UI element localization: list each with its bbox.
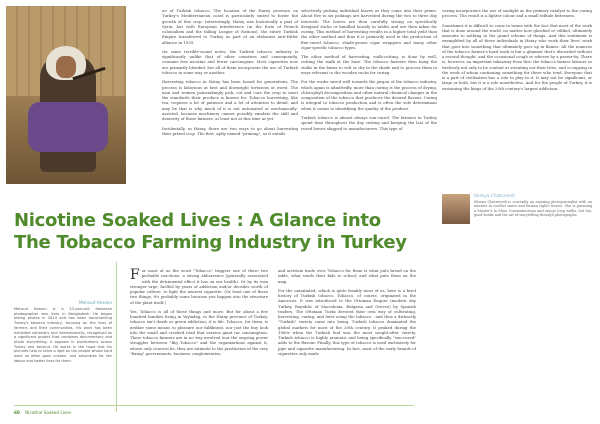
paragraph-text: or most of us the word "Tobacco" triggers one of these two probable reactions; a strong abhorrence (generally associated with the detrimental effect it has on our health). Or by its own stronger urge, fuelled by years of addiction and/or decades worth of popular culture, to light the nearest cigarette. (Or least one of these two things, it's probably some because you happen into the structure of the plant itself.) [130,268,268,305]
top-column-3 [442,8,592,95]
photographer-name: Mehsud Hossen [79,300,112,305]
body-column-2 [278,268,416,360]
hero-photo [6,6,126,184]
paragraph: ue of Turkish tobacco. The location of the Harey province on Turkey's Mediterranean coast is particularly suited to foster the growth of this crop. Interestingly, Hatay was historically a part of Syria, but with European interference (in the form of French colonialism and the failing League of Nations), the entire Turkish Empire transferred to Turkey as part of an elaborate anti-Hitler alliance in 1939. [162,8,298,45]
paragraph: curing incorporates the use of sunlight as the primary catalyst to the curing process. The result is a lighter colour and a small telltale bitterness. [442,8,592,19]
page-number: 60 [14,410,20,415]
paragraph: Turkish tobacco is almost always sun-cured. The farmers in Turkey spend time throughout the day cutting and keeping the last of the cured leaves shipped to manufacturers. This type of [301,115,437,131]
paragraph: selectively picking individual leaves as they come into their prime. About five to six pickings are harvested during the two to three day intervals. The leaves are then carefully strung on specifically designed sticks or bundled loosely in tables and are then taken for curing. This method of harvesting results in a higher total yield than the other method and thus it is primarily used in the production of flue-cured tobacco, shade-grown cigar wrappers and many other cigar-specific tobacco types. [301,8,437,50]
paragraph: Yes, Tobacco is all of these things and more. But for about a few hundred families living in Yayladag, in the Hatay province of Turkey, tobacco isn't death or green addiction; it is life. Tobacco, for them, is neither some means to pleasure nor fulfilment, nor just the buy look into the small and crooked road that various giant tar consumption. These tobacco farmers are in no way involved (nor the ongoing power struggles between "Big Tobacco" and the organizations against it, whose only concern be, they are intimate to the production of the very "fixing" governments, business conglomerates, [130,308,268,356]
photo-face [56,56,76,78]
author-name: Shreya Chaturvedi [474,194,515,199]
divider [116,262,117,412]
top-column-1 [162,8,298,140]
paragraph: For the uninitiated, which is quite frankly most of us, here is a brief history of Turkish tobacco. Tobacco, of course, originated in the Americas. It was introduced to the Ottoman Empire (modern day Turkey, Republic of Macedonia, Bulgaria and Greece) by Spanish traders. The Ottoman Turks devoted their own way of cultivating, harvesting, curing, and later using the tobacco - and thus a distinctly "Turkish" variety came into being. Turkish tobacco dominated the global markets for most of the 20th century. It peaked during the 1960s when the Turkish leaf was the most sought-after variety. Turkish tobacco is highly aromatic and being specifically "sun-cured" adds to the flavour. Finally, this type of tobacco is used exclusively for pipe and cigarette manufacturing. In fact, most of the early brands of cigarettes only made [278,287,416,356]
top-column-2 [301,8,437,135]
paragraph: Sometimes it is difficult to come to terms with the fact that most of the work that is done around the world, no matter how glorified or vilified, ultimately amounts to nothing in the grand scheme of things. And this sentiment is exemplified by all of these individuals in Hatay who work their lives' work that goes into something that ultimately goes up in flames. All the nuances of the tobacco farmer's hard work is but a glimmer that's discarded without a second thought, and the occasional cough or wheeze by a passer-by. There is, however, an important takeaway from this: the tobacco farmer labours so tirelessly not only to be content at sweating out their lives, and occupying in the work of whom continuing something for these who tend. Everyone that is a part of civilisation has a role to play in it. It may not be significant, or large or both, but it is a role nonetheless. And for the people of Turkey, it is sustaining the kings of the 20th century's largest addiction. [442,22,592,91]
footer-label: Nicotine Soaked Lives [25,410,72,415]
article-title: Nicotine Soaked Lives : A Glance into [14,210,381,231]
paragraph: and activism trade over. Tobacco for them is what puts bread on the table, what sends their kids to school; and what puts them on the map. [278,268,416,284]
paragraph: Incidentally, in Hatay, there are two ways to go about harvesting their prized crop. The first, aptly named "priming", as it entails [162,125,298,136]
paragraph: Harvesting tobacco in Hatay has been honed for generations. The process is laborious at best and downright torturous at worst. The men and women painstakingly pick, cut and cure the crop to meet the standards their produce is known for. Tobacco harvesting, like tea, requires a lot of patience and a lot of attention to detail, and may be that is why much of it is not automated or mechanically-assisted, because machinery cannot possibly emulate the skill and dexterity of these farmers, at least not at this time as yet. [162,79,298,122]
footer-rule [14,405,414,406]
footer [14,410,71,415]
photo-shawl [28,102,108,152]
photographer-bio: Mehsud Hossen is a 23-year-old freelance photographer who lives in Bangladesh. He began taking photos in 2014 and has been documenting Turkey's tobacco industry, focusing on the lives of farmers and their communities. His work has been exhibited nationally and internationally; recognised as a significant project that combines documentary and photo storytelling, it appears in publications across Turkey and beyond. He works in the hope that his pictures help to shine a light on the people whose hard work so often goes unseen, and advocates for fair labour and better lives for them. [14,307,112,363]
photographer-sidebar [14,300,112,363]
paragraph [130,268,268,305]
body-column-1 [130,268,268,360]
author-bio: Shreya Chaturvedi is currently an aspiring photojournalist with an interest in conflict zones and human rights stories. She is pursuing a Master's in Mass Communication and enjoys long walks, hot tea, good books and the art of storytelling through photographs. [474,200,592,218]
paragraph: For the works saved well towards the jargon of the tobacco industry, which again is admittedly, more than curing is the process of drying, chlorophyll decomposition and other natural chemical changes in the composition of the tobacco that produces the desired flavour. Curing is integral to tobacco production and is often the sole determinant when it comes to identifying the quality of the produce. [301,79,437,111]
paragraph: The other method of harvesting, stalk-cutting, is done by well, cutting the stalk at the base. The tobacco farmers then hang the stalks in the barns to wilt or dry in the shade and to process them in ways relevant to the wooden racks for curing. [301,54,437,75]
article-subtitle: The Tobacco Farming Industry in Turkey [14,232,407,253]
paragraph: On some terrible-sound notes, the Turkish tobacco industry is significantly unlike that of other countries and consequently, contains less nicotine and fewer carcinogens. Most cigarettes now are primarily blended, but all of them incorporate the use of Turkish tobacco in some way or another. [162,48,298,75]
drop-cap: F [130,267,140,283]
